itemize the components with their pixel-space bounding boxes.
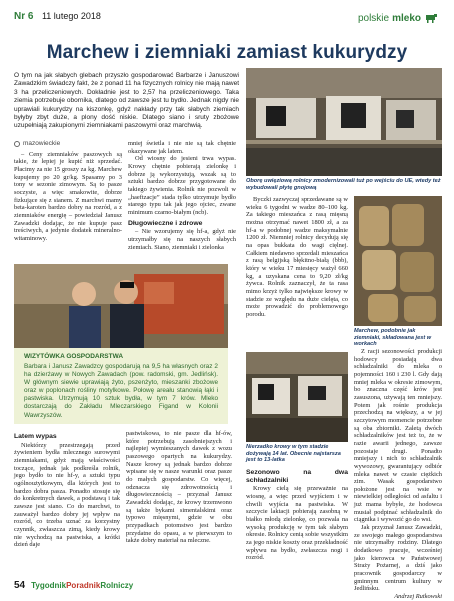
column-3-top [246, 196, 348, 346]
caption-bags: Marchew, podobnie jak ziemniaki, składowana jest w workach [354, 328, 432, 348]
region-label: mazowieckie [23, 140, 61, 147]
paragraph: mniej świetla i nie nie są tak chętnie okazywane jak latem. [128, 140, 236, 155]
caption-stable: Nierzadko krowy w tym stadzie dożywają 14 lat. Obecnie najstarsza jest to 13-latka [246, 444, 341, 464]
column-2-top [128, 140, 236, 260]
pin-icon [14, 141, 20, 147]
farm-info-box [14, 348, 228, 424]
paragraph: Byczki zazwyczaj sprzedawane są w wieku 6 tygodni w wadze 80–100 kg. Za takiego mieszańca z rasą mięsną można otrzymać nawet 1800 zł, a za hf-a w podobnej wadze maksymalnie 1200 zł. Niemniej rolnicy decydują się na opas bukkata do wagi cięlnej. Całkiem niedawno sprzedali mieszańca z rasą belgijską błękitno-białą (bbb), który w wieku 17 miesięcy ważył 660 kg, a uzyskana cena to 9,20 zł/kg żywca. Rolnik zaznaczył, że ta rasa mimo krzyż tylko największe krowy w stadzie ze względu na duże cielęta, co może prowadzić do problemowego porodu. [246, 196, 348, 318]
column-3-bottom [246, 466, 348, 578]
photo-farmers [14, 264, 228, 348]
page-header [0, 0, 454, 46]
caption-barn: Oborę uwięziową rolnicy zmodernizowali tuż po wejściu do UE, wtedy też wybudowali płytę gnojową [246, 178, 441, 191]
column-2-bottom [126, 430, 232, 576]
photo-barn-cows [246, 68, 442, 176]
page-footer [14, 580, 133, 591]
farm-info-title: WIZYTÓWKA GOSPODARSTWA [24, 353, 124, 360]
column-1-bottom [14, 430, 120, 576]
issue-number: Nr 6 [14, 11, 34, 22]
column-1-top [14, 140, 122, 260]
subheading: Długowieczne i zdrowe [128, 219, 203, 227]
paragraph: Od wiosny do jesieni trwa wypas. Krowy chętnie pobierają zielonkę i dobrze ją wykorzystują, wszak są to sztuki bardzo dobrze przygotowane do takiego żywienia. Rolnik nie pozwoli w „haeftzacje” stada tylko utrzymuje bydło starego typu tak jak jego ojciec, zwane minimum czarno-białym (ncb). [128, 155, 236, 216]
column-4 [354, 348, 442, 600]
section-name: polskie [357, 12, 390, 24]
paragraph: Z racji sezonowości produkcji hodowcy posiadają dwa schładzalniki do mleka o pojemności 160 i 230 l. Gdy dają mniej mleka w okresie zimowym, bo znaczna część krów jest zasuszona, używają ten mniejszy. Potem jak rośnie produkcja przechodzą na większy, a w jej szczytowym momencie potrzebne są oba zbiorniki. Zaletą dwóch schładzalników jest też to, że w razie awarii jednego, zawsze pozostaje drugi. Ponadto mniejszy i nich to schładzalnik wywozowy, gwarantujący odbiór mleka nawet w czasie ciężkich zim. Wasak gospodarstwo położone jest na wsie w niewielkiej odległości od asfaltu i już mama bybyłe, że hodowca musiał podpinać schładzalnik do ciągnika i wywozić go do wsi. [354, 348, 442, 524]
paragraph: – Nie wzorujemy się hf-a, gdyż nie utrzymałby się na naszych słabych ziemiach. Siano, ziemniaki i zielonka [128, 228, 236, 251]
article-title: Marchew i ziemniaki zamiast kukurydzy [46, 42, 408, 63]
paragraph: pastwiskowa, to nie pasze dla hf-ów, które potrzebują zasobniejszych i najlepiej wymieszanych dawek z wozu paszowego opartych na kukurydzy. Nasze krowy są jednak bardzo dobrze wpisane się w nasze warunki oraz pasze do małych gospodarstw. Co więcej, odznacza się zdrowotnością i długowiecznością – przyznał Janusz Zawadzki dodając, że krowy trzemwono są także bykami simentalskimi oraz typowo mięsnymi, gdzie w obu przypadkach potomstwo jest bardzo przydatne do opasu, a w pierwszym to także dobry materiał na mleczne. [126, 430, 232, 545]
section-name-bold: mleko [392, 12, 421, 24]
photo-carrot-bags [354, 196, 442, 326]
photo-stable-cows [246, 352, 348, 442]
subheading: Sezonowo na dwa schładzalniki [246, 469, 348, 484]
author-signature: Andrzej Rutkowski [394, 593, 442, 600]
section-logo [358, 12, 438, 24]
paragraph: – Ceny ziemniaków paszowych są takie, że lepiej je kupić niż sprzedać. Płacimy za nie 15 groszy za kg. Marchew kupujemy po 20 gr/kg. Spasamy po 3 tony w sezonie zimowym. Są to pasze soczyste, a więc smakowite, dobrze fizkujące się z sianem. Z marchwi mamy beta-karoten bardzo dobry na rozród, a z ziemniaków energię – powiedział Janusz Zawadzki dodając, że nie kupuje pasz treściwych, a jedynie dodatek mineralno-witaminowy. [14, 150, 122, 242]
paragraph: Niektórzy przestrzegają przed żywieniem bydła mlecznego surowymi ziemniakami, gdyż mają właściwości toczące, jednak jak podkreśla rolnik, jego bydło to nie hf-y, a sztuki typu ogólnoużytkowym, dla których jest to bardzo dobra pasza. Ponadto stosuje się do konkretnych dawek, a podstawą i tak zawsze jest siano. Co do marchwi, to zauważył bardzo dobry jej wpływ na rozród, co trzeba uznać za korzystny czynnik, zwłaszcza zimą, kiedy krowy nie wychodzą na pastwiska, a krótki dzień daje [14, 441, 120, 549]
issue-info [14, 11, 101, 22]
article-lead: O tym na jak słabych glebach przyszło gospodarować Barbarze i Januszowi Zawadzkim świadczy fakt, że z ponad 11 ha fizycznych rolnicy nie mają nawet 3 ha przeliczeniowych. Dokładnie jest to 2,57 ha przeliczeniowego. Taka ziemia potrzebuje obornika, dlatego od zawsze jest tu bydło. Jednak nigdy nie uprawiali kukurydzy na kiszonkę, gdyż nakłady przy tak słabych ziemiach byłyby zbyt duże, a plony dość niskie. Dlatego siano i sruty zbożowe uzupełniają zakupionymi ziemniakami paszowymi oraz marchwią. [14, 72, 239, 130]
magazine-brand: TygodnikPoradnikRolniczy [31, 581, 134, 590]
paragraph: Krowy cielą się przeważnie na wiosnę, a więc przed wyjściem i w chwili wyjścia na pastwiska. W szczycie laktacji pobierają zasobną w białko młodą zielonkę, co pozwala na wysoką produkcję w tym tak słabym okresie. Rolnicy cenią sobie wszystkim za jego niskie koszty oraz przekładność wpływu na bydło, zwłaszcza nogi i rozród. [246, 485, 348, 562]
paragraph: Jak przyznał Janusz Zawadzki, ze swojego małego gospodarstwa nie utrzymałby rodziny. Dlatego dodatkowo pracuje, wcześniej jako kierowca w Państwowej Straży Pożarnej, a dziś jako pracownik gospodarczy w gminnym centrum kultury w Jedlińsku. [354, 524, 442, 593]
page-number: 54 [14, 580, 26, 591]
author-line [14, 140, 122, 148]
farm-info-text: Barbara i Janusz Zawadzcy gospodarują na 9,5 ha własnych oraz 2 ha dzierżawy w Nowych Zawadach (pow. radomski, gm. Jedlińsk). W głównym siewie uprawiają żyto, pszenżyto, mieszanki zbożowe oraz w poplonach rośliny motylkowe. Połowę areału stanowią łąki i pastwiska. Utrzymują 10 sztuk bydła, w tym 7 krów. Mleko dostarczają do Zakładu Mleczarskiego Figand w Kolonii Wawrzyszów. [24, 363, 218, 419]
subheading: Latem wypas [14, 433, 57, 440]
issue-date: 11 lutego 2018 [41, 11, 101, 21]
cow-icon [424, 12, 438, 24]
